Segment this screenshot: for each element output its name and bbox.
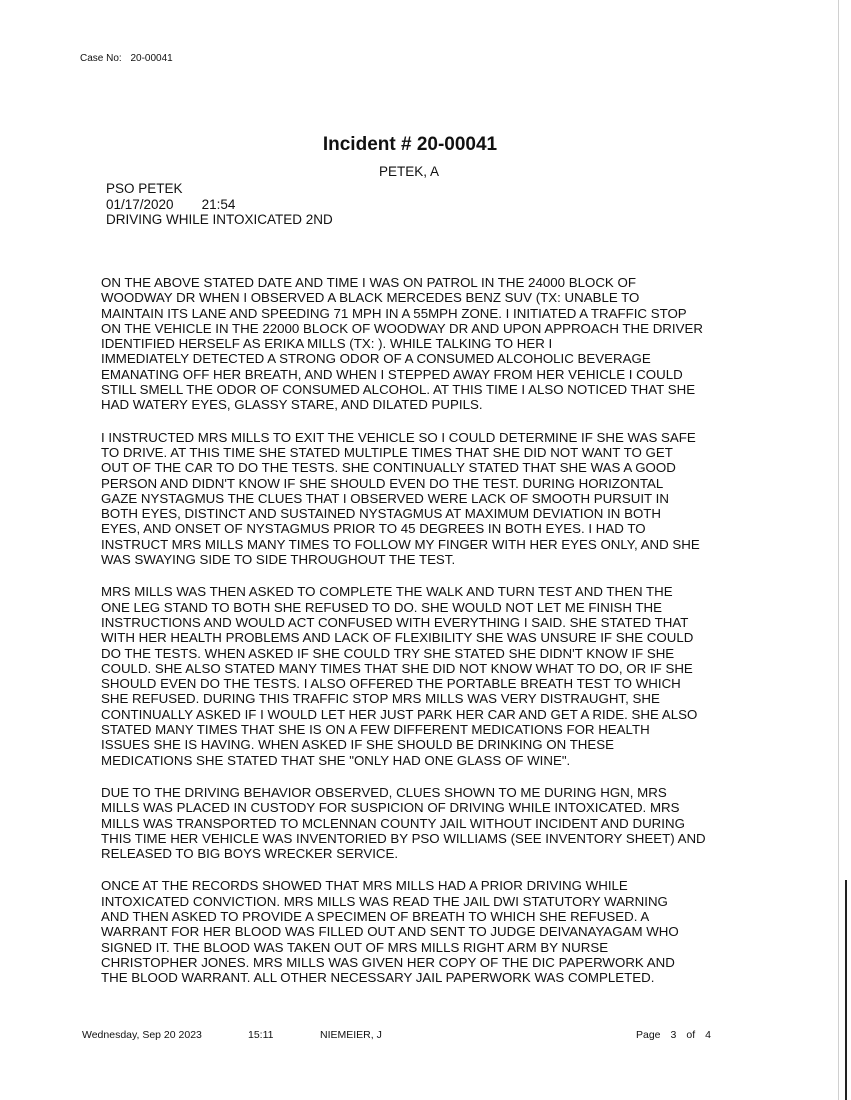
narrative-line: MAINTAIN ITS LANE AND SPEEDING 71 MPH IN A 55MPH ZONE. I INITIATED A TRAFFIC STOP xyxy=(101,305,687,321)
narrative-paragraph xyxy=(101,785,721,861)
narrative-line: INSTRUCTIONS AND WOULD ACT CONFUSED WITH EVERYTHING I SAID. SHE STATED THAT xyxy=(101,614,689,630)
narrative-line: ONE LEG STAND TO BOTH SHE REFUSED TO DO. SHE WOULD NOT LET ME FINISH THE xyxy=(101,599,663,615)
narrative-line: HAD WATERY EYES, GLASSY STARE, AND DILATED PUPILS. xyxy=(101,397,483,413)
narrative-line: DO THE TESTS. WHEN ASKED IF SHE COULD TRY SHE STATED SHE DIDN'T KNOW IF SHE xyxy=(101,645,675,661)
narrative-paragraph xyxy=(101,430,721,568)
scan-edge-line xyxy=(838,0,839,1100)
narrative-line: ONCE AT THE RECORDS SHOWED THAT MRS MILLS HAD A PRIOR DRIVING WHILE xyxy=(101,878,628,894)
page-number: 3 xyxy=(670,1029,677,1041)
incident-meta xyxy=(106,181,333,228)
scan-edge-shadow xyxy=(845,880,847,1100)
narrative-line: IMMEDIATELY DETECTED A STRONG ODOR OF A CONSUMED ALCOHOLIC BEVERAGE xyxy=(101,351,651,367)
narrative-line: IDENTIFIED HERSELF AS ERIKA MILLS (TX: ). WHILE TALKING TO HER I xyxy=(101,336,553,352)
narrative-line: SHOULD EVEN DO THE TESTS. I ALSO OFFERED THE PORTABLE BREATH TEST TO WHICH xyxy=(101,676,681,692)
narrative-line: MILLS WAS TRANSPORTED TO MCLENNAN COUNTY JAIL WITHOUT INCIDENT AND DURING xyxy=(101,815,685,831)
narrative-line: INTOXICATED CONVICTION. MRS MILLS WAS READ THE JAIL DWI STATUTORY WARNING xyxy=(101,893,668,909)
narrative-line: EMANATING OFF HER BREATH, AND WHEN I STEPPED AWAY FROM HER VEHICLE I COULD xyxy=(101,366,683,382)
page-label: Page xyxy=(636,1029,661,1041)
case-number-value: 20-00041 xyxy=(130,53,173,64)
narrative-line: WOODWAY DR WHEN I OBSERVED A BLACK MERCEDES BENZ SUV (TX: UNABLE TO xyxy=(101,290,640,306)
narrative-line: ISSUES SHE IS HAVING. WHEN ASKED IF SHE SHOULD BE DRINKING ON THESE xyxy=(101,737,615,753)
narrative-paragraph xyxy=(101,878,721,985)
narrative-line: EYES, AND ONSET OF NYSTAGMUS PRIOR TO 45 DEGREES IN BOTH EYES. I HAD TO xyxy=(101,521,646,537)
narrative-line: PERSON AND DIDN'T KNOW IF SHE SHOULD EVEN DO THE TEST. DURING HORIZONTAL xyxy=(101,475,664,491)
narrative-line: WAS SWAYING SIDE TO SIDE THROUGHOUT THE TEST. xyxy=(101,552,456,568)
narrative-line: STATED MANY TIMES THAT SHE IS ON A FEW DIFFERENT MEDICATIONS FOR HEALTH xyxy=(101,722,650,738)
narrative-line: WITH HER HEALTH PROBLEMS AND LACK OF FLEXIBILITY SHE WAS UNSURE IF SHE COULD xyxy=(101,630,694,646)
narrative-line: MEDICATIONS SHE STATED THAT SHE "ONLY HAD ONE GLASS OF WINE". xyxy=(101,752,571,768)
narrative-line: COULD. SHE ALSO STATED MANY TIMES THAT SHE DID NOT KNOW WHAT TO DO, OR IF SHE xyxy=(101,660,693,676)
narrative-line: I INSTRUCTED MRS MILLS TO EXIT THE VEHICLE SO I COULD DETERMINE IF SHE WAS SAFE xyxy=(101,429,696,445)
narrative-line: CONTINUALLY ASKED IF I WOULD LET HER JUST PARK HER CAR AND GET A RIDE. SHE ALSO xyxy=(101,706,698,722)
narrative-line: AND THEN ASKED TO PROVIDE A SPECIMEN OF BREATH TO WHICH SHE REFUSED. A xyxy=(101,908,650,924)
page-total: 4 xyxy=(705,1029,711,1041)
narrative-line: MILLS WAS PLACED IN CUSTODY FOR SUSPICION OF DRIVING WHILE INTOXICATED. MRS xyxy=(101,800,680,816)
footer-user: NIEMEIER, J xyxy=(320,1029,382,1041)
incident-date: 01/17/2020 xyxy=(106,196,174,212)
narrative-line: DUE TO THE DRIVING BEHAVIOR OBSERVED, CLUES SHOWN TO ME DURING HGN, MRS xyxy=(101,784,667,800)
narrative-line: SHE REFUSED. DURING THIS TRAFFIC STOP MRS MILLS WAS VERY DISTRAUGHT, SHE xyxy=(101,691,660,707)
narrative-paragraph xyxy=(101,584,721,768)
narrative-body xyxy=(101,275,721,1002)
narrative-line: MRS MILLS WAS THEN ASKED TO COMPLETE THE WALK AND TURN TEST AND THEN THE xyxy=(101,584,673,600)
narrative-line: ON THE ABOVE STATED DATE AND TIME I WAS ON PATROL IN THE 24000 BLOCK OF xyxy=(101,275,636,290)
narrative-paragraph xyxy=(101,275,721,413)
narrative-line: WARRANT FOR HER BLOOD WAS FILLED OUT AND SENT TO JUDGE DEIVANAYAGAM WHO xyxy=(101,924,679,940)
officer-name: PETEK, A xyxy=(378,164,440,179)
case-number-label: Case No: xyxy=(80,53,122,64)
incident-time: 21:54 xyxy=(201,196,236,212)
footer-print-date: Wednesday, Sep 20 2023 xyxy=(82,1029,202,1041)
narrative-line: OUT OF THE CAR TO DO THE TESTS. SHE CONTINUALLY STATED THAT SHE WAS A GOOD xyxy=(101,460,676,476)
narrative-line: BOTH EYES, DISTINCT AND SUSTAINED NYSTAGMUS AT MAXIMUM DEVIATION IN BOTH xyxy=(101,506,662,522)
footer-page-info xyxy=(636,1029,721,1041)
narrative-line: THE BLOOD WARRANT. ALL OTHER NECESSARY JAIL PAPERWORK WAS COMPLETED. xyxy=(101,970,655,986)
narrative-line: RELEASED TO BIG BOYS WRECKER SERVICE. xyxy=(101,846,399,862)
case-number-header xyxy=(80,53,173,64)
narrative-line: GAZE NYSTAGMUS THE CLUES THAT I OBSERVED WERE LACK OF SMOOTH PURSUIT IN xyxy=(101,490,669,506)
officer-label: PSO PETEK xyxy=(106,181,183,196)
narrative-line: INSTRUCT MRS MILLS MANY TIMES TO FOLLOW MY FINGER WITH HER EYES ONLY, AND SHE xyxy=(101,536,700,552)
narrative-line: ON THE VEHICLE IN THE 22000 BLOCK OF WOODWAY DR AND UPON APPROACH THE DRIVER xyxy=(101,320,703,336)
of-label: of xyxy=(686,1029,696,1041)
narrative-line: THIS TIME HER VEHICLE WAS INVENTORIED BY PSO WILLIAMS (SEE INVENTORY SHEET) AND xyxy=(101,830,706,846)
incident-title: Incident # 20-00041 xyxy=(322,134,498,155)
narrative-line: SIGNED IT. THE BLOOD WAS TAKEN OUT OF MRS MILLS RIGHT ARM BY NURSE xyxy=(101,939,609,955)
narrative-line: CHRISTOPHER JONES. MRS MILLS WAS GIVEN HER COPY OF THE DIC PAPERWORK AND xyxy=(101,954,675,970)
offense-description: DRIVING WHILE INTOXICATED 2ND xyxy=(106,212,333,227)
incident-datetime xyxy=(106,197,333,213)
footer-print-time: 15:11 xyxy=(248,1029,274,1041)
narrative-line: TO DRIVE. AT THIS TIME SHE STATED MULTIPLE TIMES THAT SHE DID NOT WANT TO GET xyxy=(101,444,673,460)
narrative-line: STILL SMELL THE ODOR OF CONSUMED ALCOHOL. AT THIS TIME I ALSO NOTICED THAT SHE xyxy=(101,382,696,398)
